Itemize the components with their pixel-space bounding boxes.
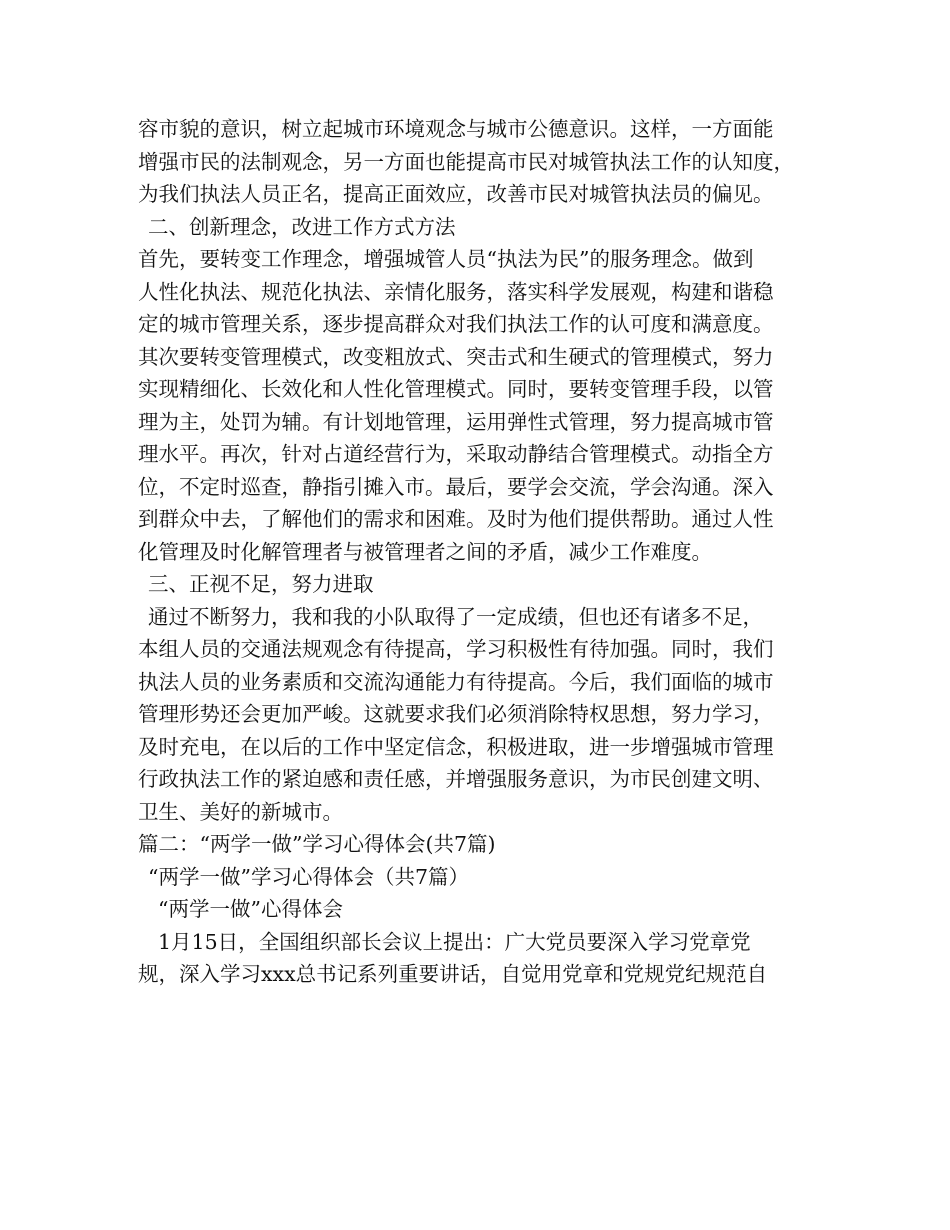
- paragraph-line: 执法人员的业务素质和交流沟通能力有待提高。今后，我们面临的城市: [138, 669, 774, 694]
- paragraph-line: 实现精细化、长效化和人性化管理模式。同时，要转变管理手段，以管: [138, 377, 774, 401]
- paragraph-line: 为我们执法人员正名，提高正面效应，改善市民对城管执法员的偏见。: [138, 182, 774, 206]
- paragraph-line: 人性化执法、规范化执法、亲情化服务，落实科学发展观，构建和谐稳: [138, 279, 774, 304]
- article-title: 篇二：“两学一做”学习心得体会(共7篇): [138, 832, 496, 856]
- paragraph-line: 首先，要转变工作理念，增强城管人员“执法为民”的服务理念。做到: [138, 247, 754, 271]
- paragraph-line: 到群众中去，了解他们的需求和困难。及时为他们提供帮助。通过人性: [138, 507, 774, 531]
- paragraph-line: 理水平。再次，针对占道经营行为，采取动静结合管理模式。动指全方: [138, 442, 774, 466]
- document-body: [138, 113, 828, 991]
- section-heading: 三、正视不足，努力进取: [148, 572, 374, 596]
- paragraph-line: 容市貌的意识，树立起城市环境观念与城市公德意识。这样，一方面能: [138, 117, 774, 141]
- paragraph-line: 管理形势还会更加严峻。这就要求我们必须消除特权思想，努力学习，: [138, 702, 774, 726]
- article-heading: “两学一做”心得体会: [158, 897, 343, 921]
- paragraph-line: 1月15日，全国组织部长会议上提出：广大党员要深入学习党章党: [158, 929, 751, 954]
- paragraph-line: 本组人员的交通法规观念有待提高，学习积极性有待加强。同时，我们: [138, 637, 774, 661]
- paragraph-line: 位，不定时巡查，静指引摊入市。最后，要学会交流，学会沟通。深入: [138, 474, 774, 499]
- article-subtitle: “两学一做”学习心得体会（共7篇）: [148, 864, 470, 889]
- paragraph-line: 通过不断努力，我和我的小队取得了一定成绩，但也还有诸多不足，: [148, 604, 763, 629]
- paragraph-line: 化管理及时化解管理者与被管理者之间的矛盾，减少工作难度。: [138, 539, 712, 564]
- paragraph-line: 卫生、美好的新城市。: [138, 799, 343, 824]
- section-heading: 二、创新理念，改进工作方式方法: [148, 214, 456, 239]
- paragraph-line: 定的城市管理关系，逐步提高群众对我们执法工作的认可度和满意度。: [138, 312, 774, 336]
- paragraph-line: 理为主，处罚为辅。有计划地管理，运用弹性式管理，努力提高城市管: [138, 409, 774, 434]
- paragraph-line: 行政执法工作的紧迫感和责任感，并增强服务意识，为市民创建文明、: [138, 767, 774, 791]
- paragraph-line: 增强市民的法制观念，另一方面也能提高市民对城管执法工作的认知度，: [138, 149, 794, 174]
- paragraph-line: 及时充电，在以后的工作中坚定信念，积极进取，进一步增强城市管理: [138, 734, 774, 759]
- paragraph-line: 规，深入学习xxx总书记系列重要讲话，自觉用党章和党规党纪规范自: [138, 962, 768, 986]
- paragraph-line: 其次要转变管理模式，改变粗放式、突击式和生硬式的管理模式，努力: [138, 344, 774, 369]
